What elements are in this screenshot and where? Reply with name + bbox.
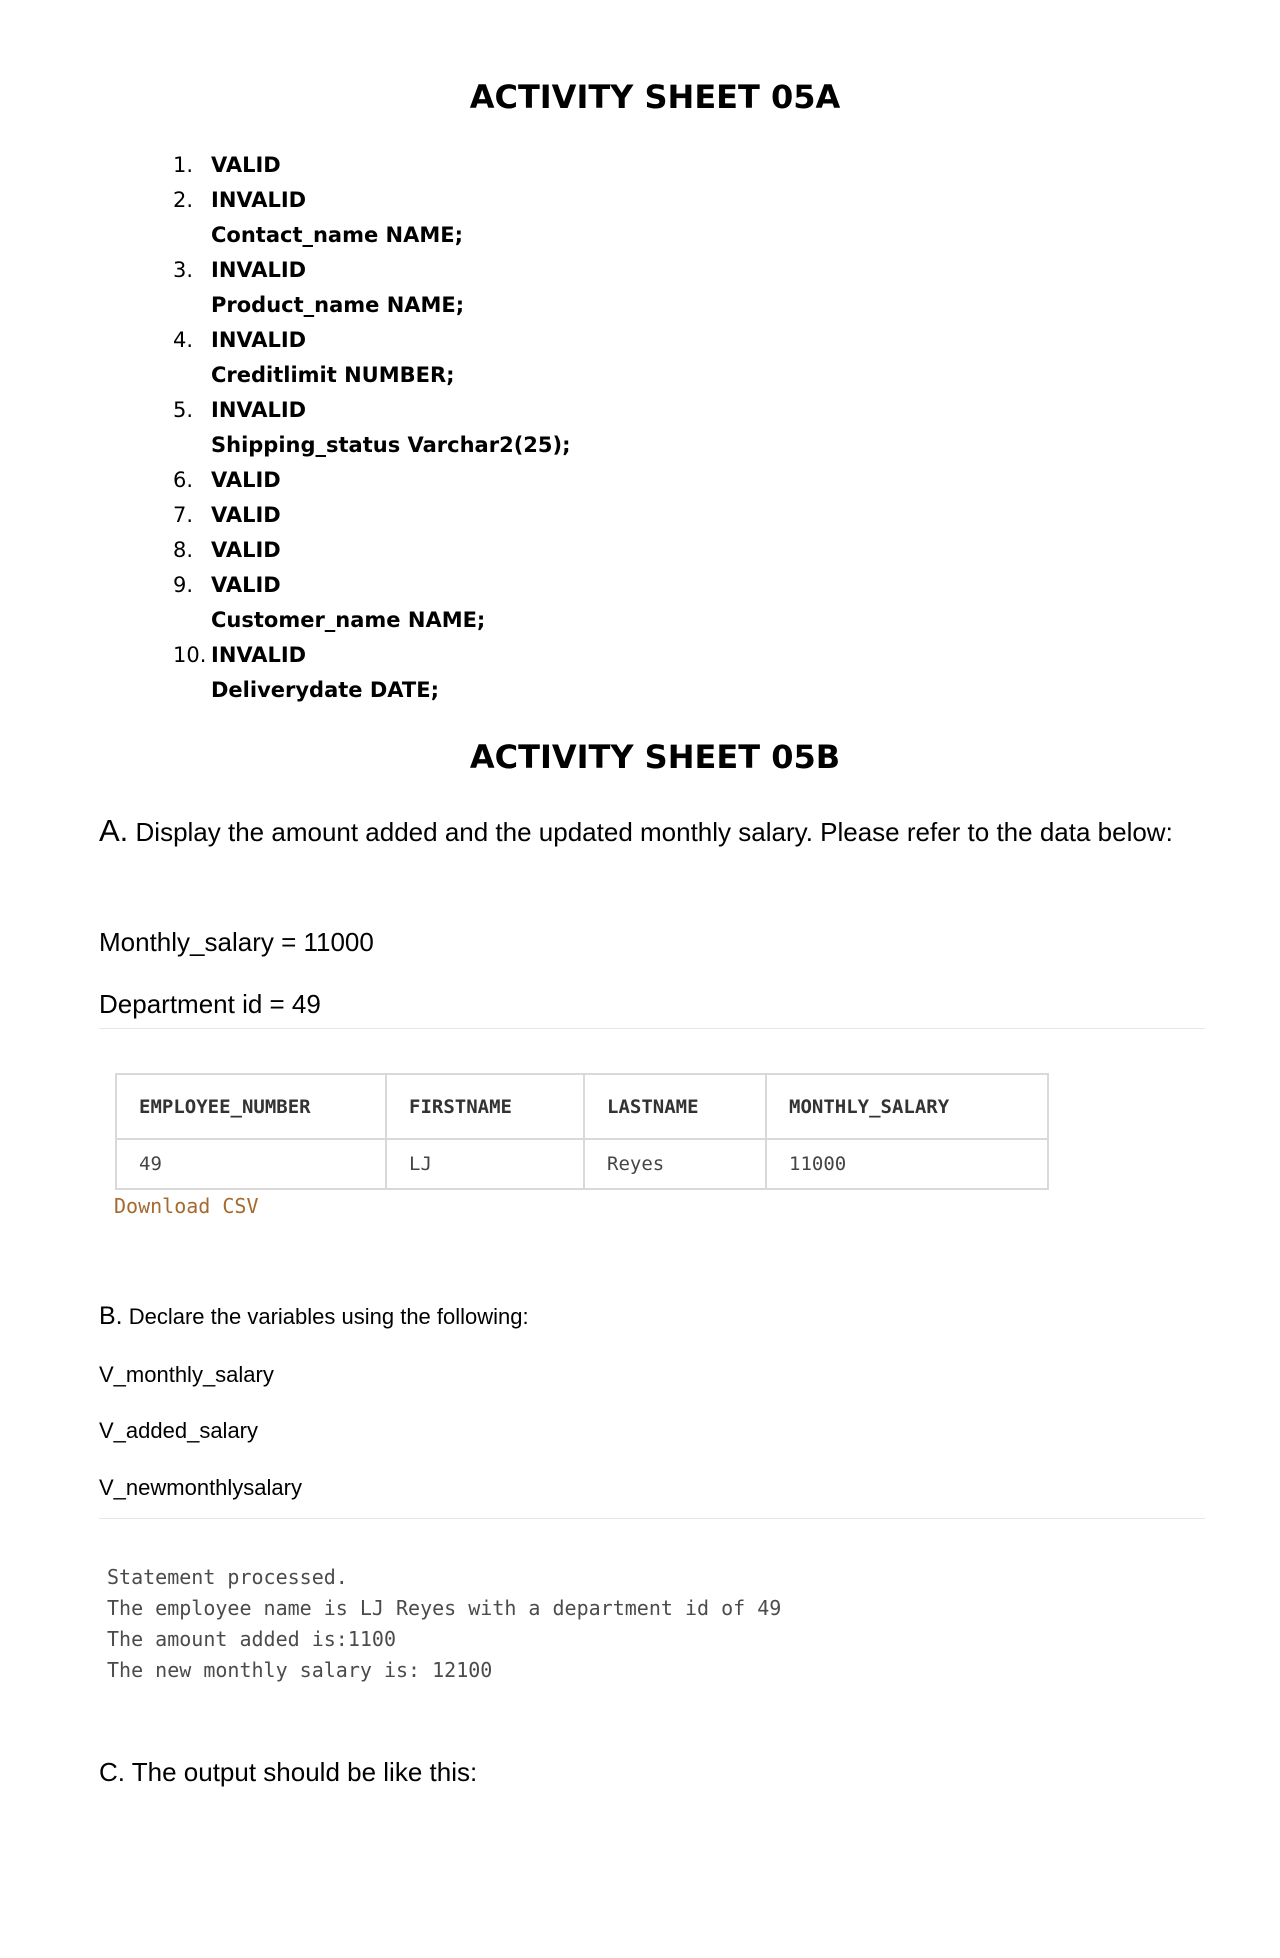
- answer-detail: Contact_name NAME;: [211, 223, 464, 247]
- result-table: [115, 1073, 1049, 1190]
- header-employee-number: EMPLOYEE_NUMBER: [116, 1074, 386, 1139]
- list-item: 7. VALID: [173, 503, 281, 527]
- part-a-instruction: A. Display the amount added and the updated monthly salary. Please refer to the data below:: [99, 813, 1173, 848]
- cell-firstname: LJ: [386, 1139, 584, 1189]
- output-line: The employee name is LJ Reyes with a department id of 49: [107, 1596, 782, 1620]
- output-line: The new monthly salary is: 12100: [107, 1658, 493, 1682]
- header-firstname: FIRSTNAME: [386, 1074, 584, 1139]
- answer-list: [173, 148, 571, 708]
- table-row: [116, 1139, 1048, 1189]
- list-item: 3. INVALID Product_name NAME;: [173, 253, 571, 323]
- list-item: 5. INVALID Shipping_status Varchar2(25);: [173, 393, 571, 463]
- divider: [99, 1028, 1205, 1029]
- list-item: 8. VALID: [173, 538, 281, 562]
- list-item: 9. VALID Customer_name NAME;: [173, 568, 571, 638]
- script-output: [107, 1562, 781, 1686]
- department-id-line: Department id = 49: [99, 989, 321, 1019]
- header-monthly-salary: MONTHLY_SALARY: [766, 1074, 1048, 1139]
- activity-sheet-05a-title: ACTIVITY SHEET 05A: [469, 78, 841, 116]
- monthly-salary-line: Monthly_salary = 11000: [99, 927, 374, 957]
- list-item: 6. VALID: [173, 468, 281, 492]
- variable-newmonthlysalary: V_newmonthlysalary: [99, 1475, 302, 1500]
- part-b-instruction: B. Declare the variables using the following:: [99, 1302, 529, 1330]
- table-header-row: [116, 1074, 1048, 1139]
- header-lastname: LASTNAME: [584, 1074, 766, 1139]
- list-item: 4. INVALID Creditlimit NUMBER;: [173, 323, 571, 393]
- answer-detail: Shipping_status Varchar2(25);: [211, 433, 571, 457]
- answer-detail: Product_name NAME;: [211, 293, 465, 317]
- cell-employee-number: 49: [116, 1139, 386, 1189]
- list-item: 10. INVALID Deliverydate DATE;: [173, 638, 571, 708]
- variable-monthly-salary: V_monthly_salary: [99, 1362, 274, 1387]
- list-item: 2. INVALID Contact_name NAME;: [173, 183, 571, 253]
- cell-monthly-salary: 11000: [766, 1139, 1048, 1189]
- answer-detail: Creditlimit NUMBER;: [211, 363, 455, 387]
- part-c-instruction: C. The output should be like this:: [99, 1757, 478, 1787]
- answer-detail: Customer_name NAME;: [211, 608, 486, 632]
- download-csv-link[interactable]: Download CSV: [114, 1194, 259, 1218]
- output-line: Statement processed.: [107, 1565, 348, 1589]
- cell-lastname: Reyes: [584, 1139, 766, 1189]
- list-item: 1. VALID: [173, 153, 281, 177]
- activity-sheet-05b-title: ACTIVITY SHEET 05B: [469, 738, 841, 776]
- divider: [99, 1518, 1205, 1519]
- variable-added-salary: V_added_salary: [99, 1418, 259, 1443]
- answer-detail: Deliverydate DATE;: [211, 678, 439, 702]
- output-line: The amount added is:1100: [107, 1627, 396, 1651]
